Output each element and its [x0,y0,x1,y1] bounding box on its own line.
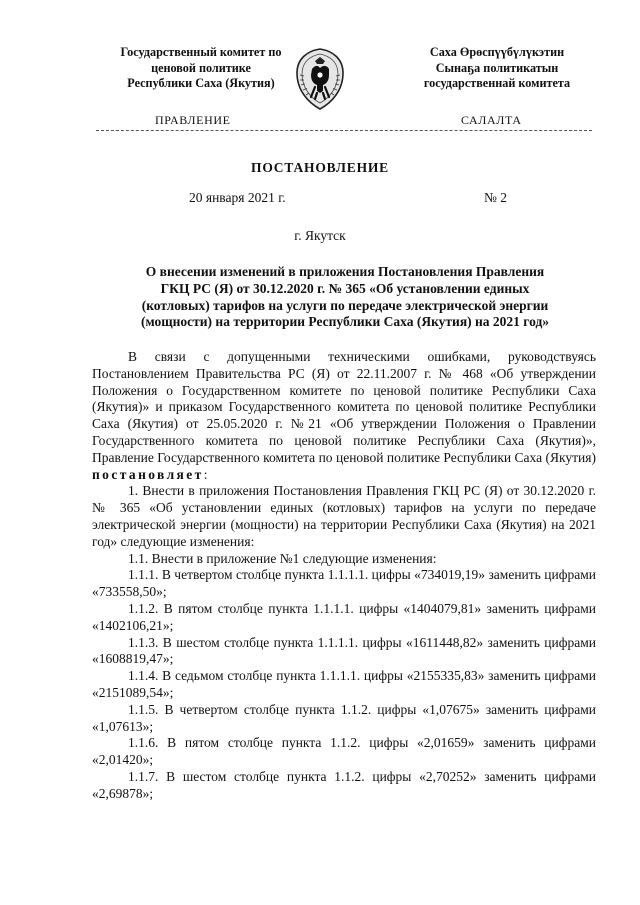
body-paragraph: 1.1.3. В шестом столбце пункта 1.1.1.1. цифры «1611448,82» заменить цифрами «1608819,47»; [92,634,596,667]
subject-line: (котловых) тарифов на услуги по передаче электрической энергии [141,297,549,313]
preamble-text: В связи с допущенными техническими ошибками, руководствуясь Постановлением Правительства РС (Я) от 22.11.2007 г. № 468 «Об утверждении Положения о Государственном комитете по ценовой политике Республики Саха (Якутия)» и приказом Государственного комитета по ценовой политике Республики Саха (Якутия) от 25.05.2020 г. №21 «Об утверждении Положения о Правлении Государственного комитета по ценовой политике Республики Саха (Якутия)», Правление Государственного комитета по ценовой политике Республики Саха (Якутия) [92,349,596,465]
body-paragraph: 1.1.4. В седьмом столбце пункта 1.1.1.1. цифры «2155335,83» заменить цифрами «2151089,54»; [92,668,596,700]
header-divider [96,130,592,131]
department-label-russian: ПРАВЛЕНИЕ [155,113,231,127]
document-number: № 2 [484,190,508,205]
subject-line: ГКЦ РС (Я) от 30.12.2020 г. № 365 «Об установлении единых [160,280,530,296]
preamble-paragraph: В связи с допущенными техническими ошибками, руководствуясь Постановлением Правительства РС (Я) от 22.11.2007 г. № 468 «Об утверждении Положения о Государственном комитете по ценовой политике Республики Саха (Якутия)» и приказом Государственного комитета по ценовой политике Республики Саха (Якутия) от 25.05.2020 г. №21 «Об утверждении Положения о Правлении Государственного комитета по ценовой политике Республики Саха (Якутия)», Правление Государственного комитета по ценовой политике Республики Саха (Якутия) постановляет: [92,349,596,482]
body-paragraph: 1.1.6. В пятом столбце пункта 1.1.2. цифры «2,01659» заменить цифрами «2,01420»; [92,735,596,768]
body-paragraph: 1. Внести в приложения Постановления Правления ГКЦ РС (Я) от 30.12.2020 г. № 365 «Об установлении единых (котловых) тарифов на услуги по передаче электрической энергии (мощности) на территории Республики Саха (Якутия) на 2021 год» следующие изменения: [92,483,596,549]
committee-name-line: Республики Саха (Якутия) [127,76,275,90]
committee-name-line: государственнай комитета [423,76,571,90]
committee-name-line: ценовой политике [151,60,251,75]
document-date: 20 января 2021 г. [189,190,286,205]
subject-line: (мощности) на территории Республики Саха (Якутия) на 2021 год» [140,314,550,330]
subject-line: О внесении изменений в приложения Постановления Правления [145,264,545,279]
yakutia-coat-of-arms-icon [293,47,347,111]
document-body [92,349,596,803]
resolves-word: постановляет [92,466,204,482]
body-paragraph: 1.1.2. В пятом столбце пункта 1.1.1.1. цифры «1404079,81» заменить цифрами «1402106,21»; [92,600,596,633]
committee-name-yakut [382,45,612,92]
committee-name-line: Сынаҕа политикатын [435,60,559,75]
committee-name-line: Государственный комитет по [120,45,282,59]
document-title: ПОСТАНОВЛЕНИЕ [251,160,389,175]
committee-name-russian [86,45,316,92]
document-city: г. Якутск [294,228,346,243]
committee-name-line: Саха Өрөспүүбүлүкэтин [429,45,565,59]
body-paragraph: 1.1.7. В шестом столбце пункта 1.1.2. цифры «2,70252» заменить цифрами «2,69878»; [92,768,596,801]
body-paragraph: 1.1. Внести в приложение №1 следующие изменения: [128,550,437,566]
document-subject [96,264,594,331]
body-paragraph: 1.1.1. В четвертом столбце пункта 1.1.1.1. цифры «734019,19» заменить цифрами «733558,50»; [92,567,596,600]
department-label-yakut: САЛАЛТА [461,113,522,127]
body-paragraph: 1.1.5. В четвертом столбце пункта 1.1.2. цифры «1,07675» заменить цифрами «1,07613»; [92,701,596,734]
